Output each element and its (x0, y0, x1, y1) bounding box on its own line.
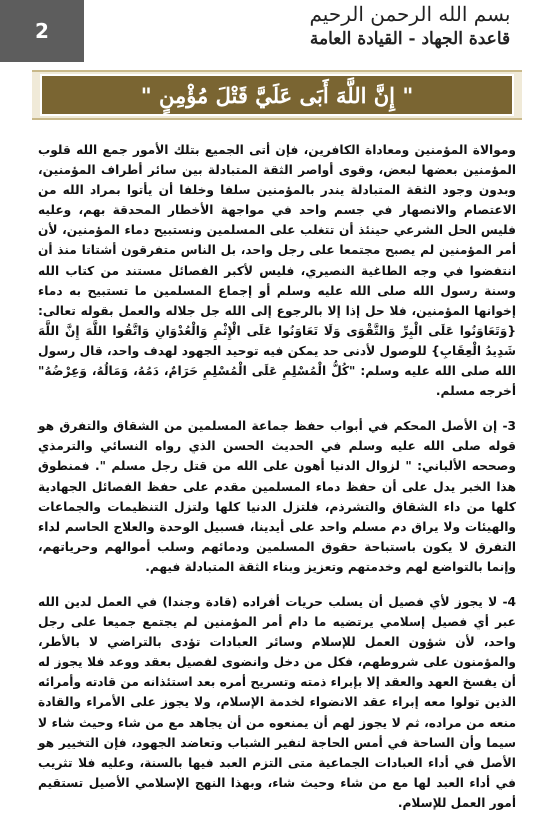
paragraph-gap (38, 401, 516, 416)
organization-logo (290, 2, 530, 60)
paragraph-continuation: وموالاة المؤمنين ومعاداة الكافرين، فإن أتى الجميع بتلك الأمور جمع الله قلوب المؤمنين بعضها لبعض، وقوى أواصر الثقة المتبادلة بين سائر أطراف المؤمنين، وبدون وجود الثقة المتبادلة يندر بالمؤمنين سلفا وخلفا أن يأتوا بمراد الله من الاعتصام والانصهار في جسم واحد في مواجهة الأخطار المحدقة بهم، وعليه فليس الحل الشرعي حينئذ أن تتغلب على المسلمين ونستبيح دماء المؤمنين، لأن أمر المؤمنين لم يصبح مجتمعا على رجل واحد، بل الناس متفرقون أشتاتا منذ أن انتفضوا في وجه الطاغية النصيري، فليس لأكبر الفصائل مستند من كتاب الله وسنة رسول الله صلى الله عليه وسلم أو إجماع المسلمين ما تستبيح به دماء إخوانها المؤمنين، فلا حل إذا إلا بالرجوع إلى الله جل جلاله والعمل بقوله تعالى: {وَتَعَاوَنُوا عَلَى الْبِرِّ وَالتَّقْوَى وَلَا تَعَاوَنُوا عَلَى الْإِثْمِ وَالْعُدْوَانِ وَاتَّقُوا اللَّهَ إِنَّ اللَّهَ شَدِيدُ الْعِقَابِ} للوصول لأدنى حد يمكن فيه توحيد الجهود لهدف واحد، قال رسول الله صلى الله عليه وسلم: "كُلُّ الْمُسْلِمِ عَلَى الْمُسْلِمِ حَرَامٌ، دَمُهُ، وَمَالُهُ، وَعِرْضُهُ" أخرجه مسلم. (38, 143, 516, 399)
paragraph-gap (38, 577, 516, 592)
title-bar (40, 74, 514, 116)
page-number-badge: 2 (0, 0, 84, 62)
paragraph-point-3: 3- إن الأصل المحكم في أبواب حفظ جماعة المسلمين من الشقاق والتفرق هو قوله صلى الله عليه وسلم في الحديث الحسن الذي رواه النسائي والترمذي وصححه الألباني: " لزوال الدنيا أهون على الله من قتل رجل مسلم ". فمنطوق هذا الخبر يدل على أن حفظ دماء المسلمين مقدم على حفظ الفصائل الجهادية كلها من داء الشقاق والتشرذم، فلتزل الدنيا كلها ولتزل التنظيمات والجماعات والهيئات ولا يراق دم مسلم واحد على أيدينا، فسبيل الوحدة والعلاج الحاسم لداء التفرق لا يكون باستباحة حقوق المسلمين ودمائهم وسلب أموالهم وحرياتهم، وإنما بالتواضع لهم وخدمتهم وتعزيز وبناء الثقة المتبادلة فيهم. (38, 419, 516, 574)
paragraph-point-4: 4- لا يجوز لأي فصيل أن يسلب حريات أفراده (قادة وجندا) في العمل لدين الله عبر أي فصيل إسلامي يرتضيه ما دام أمر المؤمنين لم يجتمع جميعا على رجل واحد، لأن شؤون العمل للإسلام وسائر العبادات تؤدى بالتراضي لا بالأطر، والمؤمنون على شروطهم، فكل من دخل وانضوى لفصيل بعقد ووعد فلا يجوز له أن يفسخ العهد والعقد إلا بإبراء ذمته وتسريح أمره بعد استئذانه من قادته وأمرائه الذين تولوا معه إبراء عقد الانضواء لخدمة الإسلام، ولا يجوز على الأمراء والقادة منعه من مراده، ثم لا يجوز لهم أن يمنعوه من أن يجاهد مع من شاء وحيث شاء لا سيما وأن الساحة في أمس الحاجة لنفير الشباب وتعاضد الجهود، فإن التخيير هو الأصل في أداء العبادات الجماعية متى التزم العبد فيها بالسنة، وعليه فلا تثريب في أداء العبد لها مع من شاء وحيث شاء، وبهذا النهج الإسلامي الأصيل تستقيم أمور العمل للإسلام. (38, 594, 516, 810)
document-body (38, 140, 516, 810)
basmala-text: بسم الله الرحمن الرحيم (309, 2, 511, 26)
document-title: " إِنَّ اللَّهَ أَبَى عَلَيَّ قَتْلَ مُؤْمِنٍ " (140, 82, 414, 108)
organization-name: قاعدة الجهاد - القيادة العامة (309, 29, 511, 49)
